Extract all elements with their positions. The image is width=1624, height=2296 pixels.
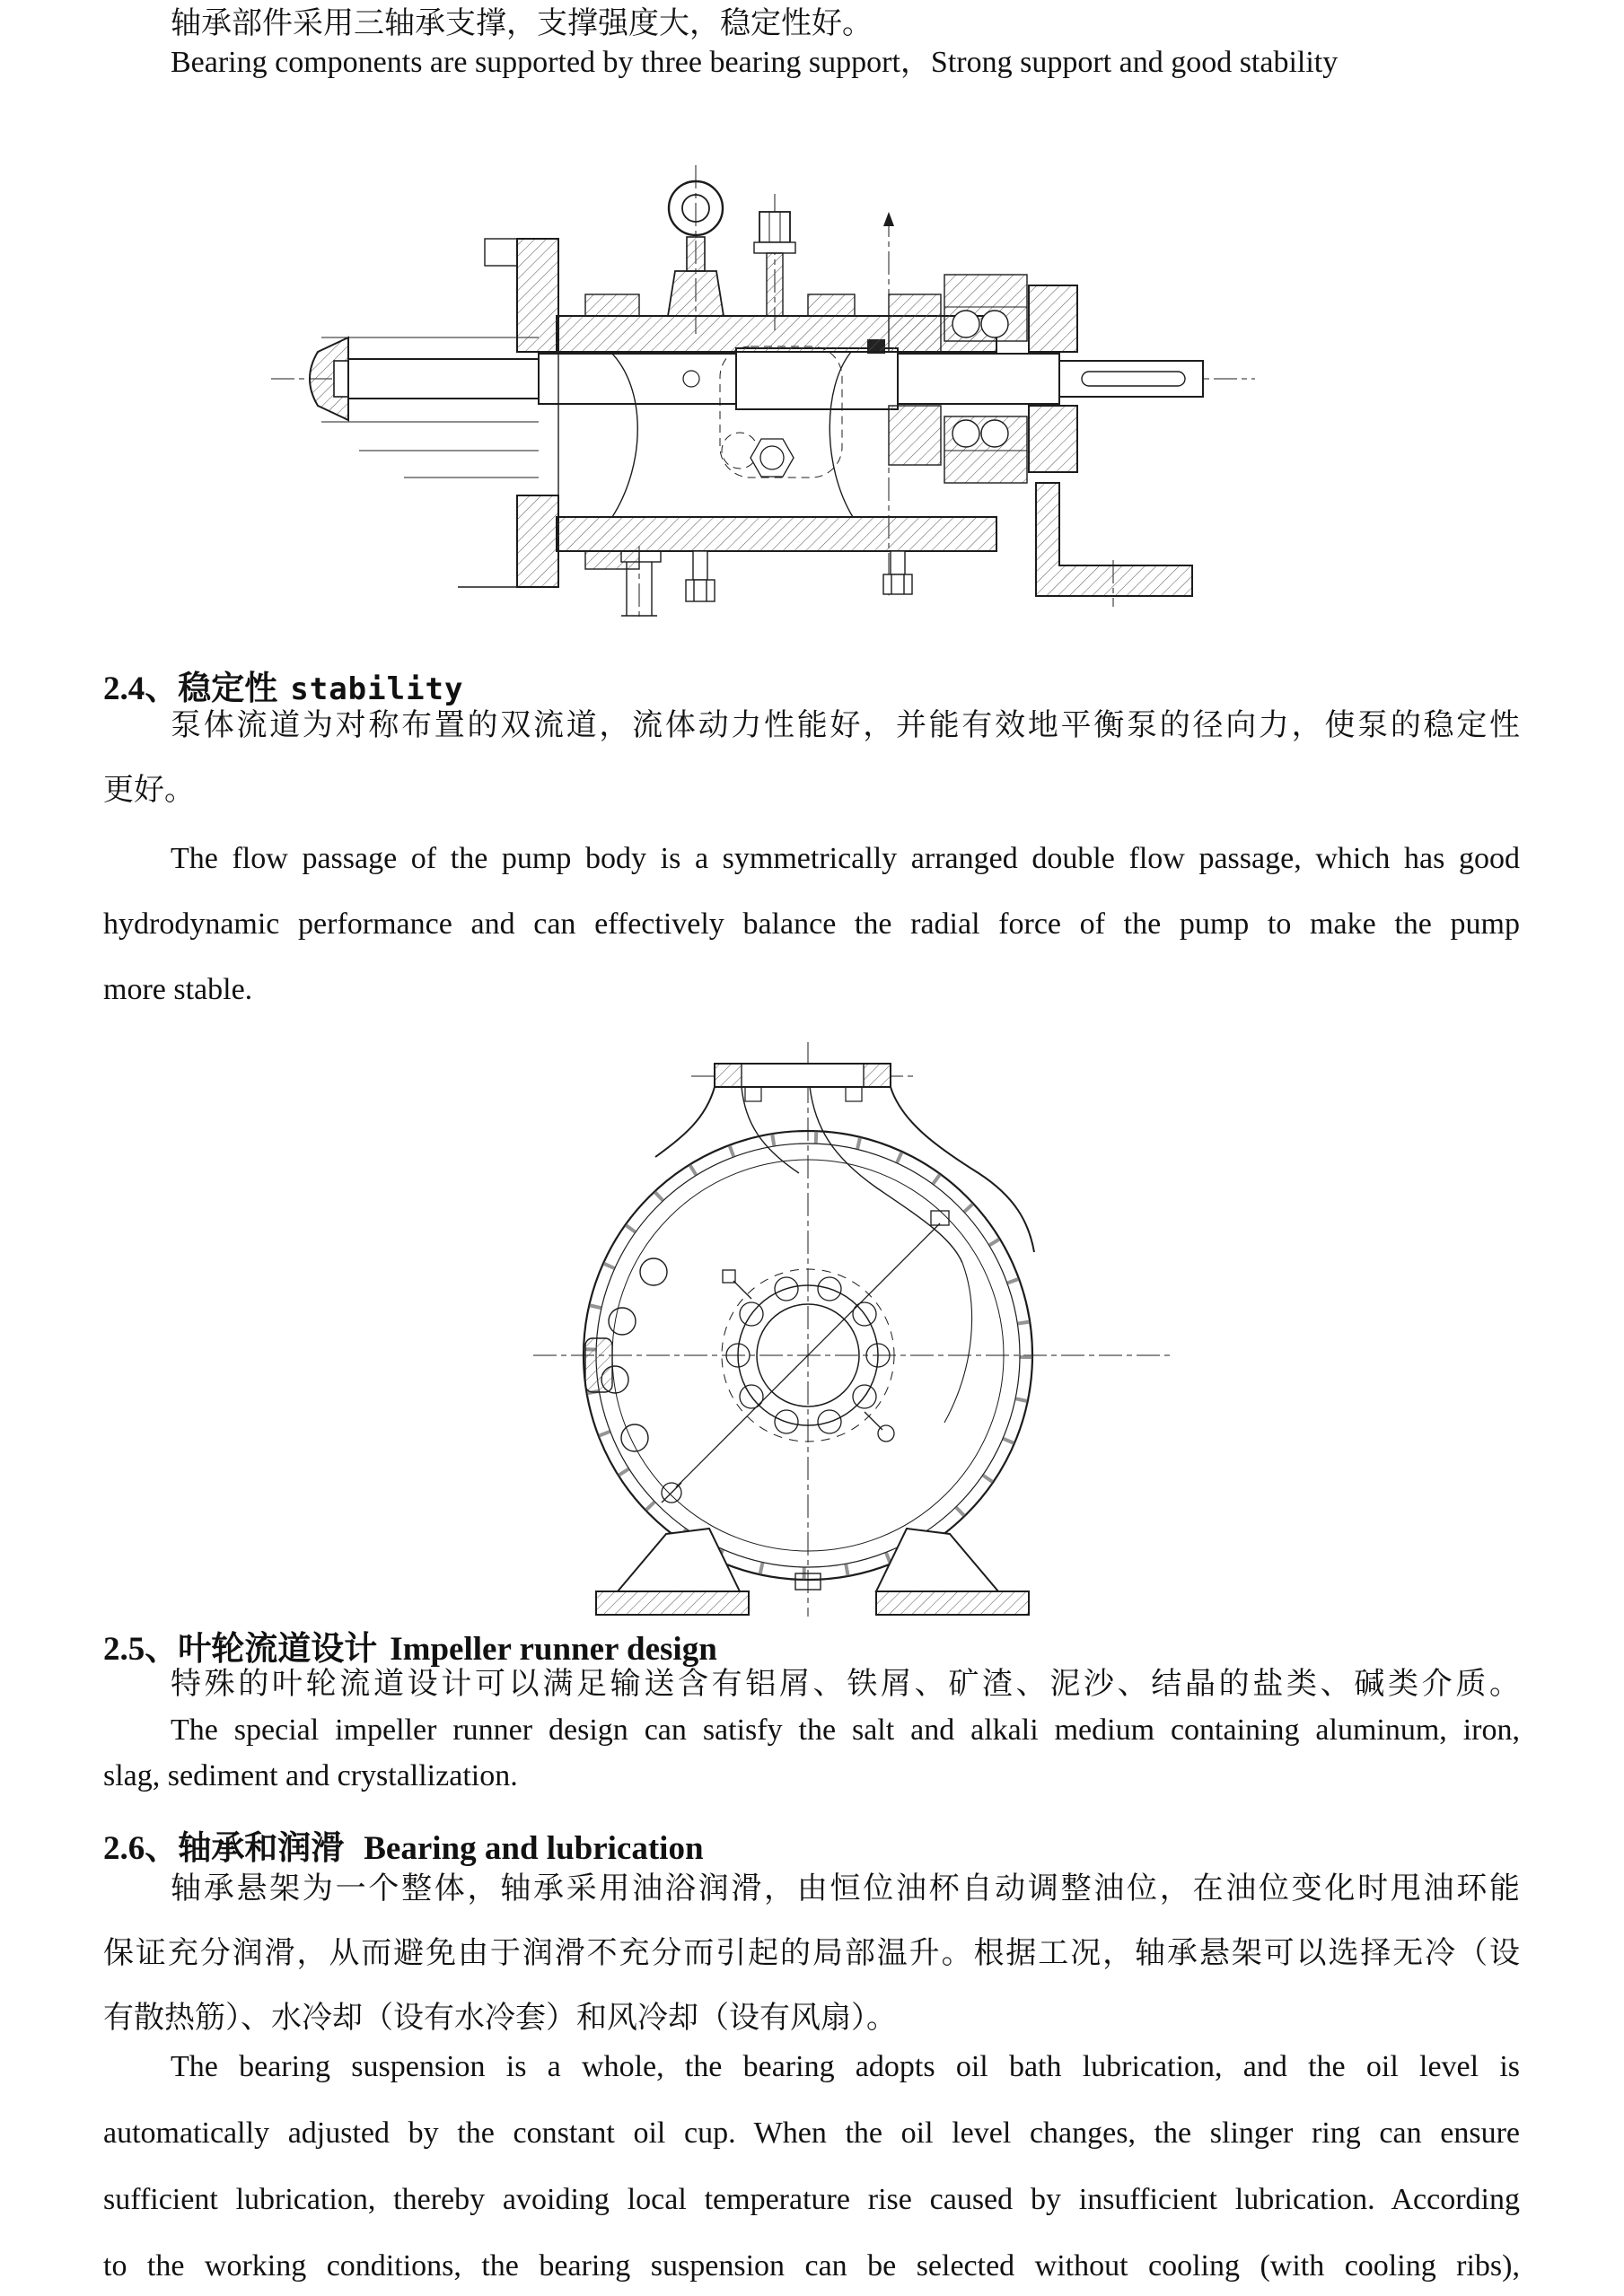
body-line: more stable. bbox=[103, 973, 253, 1006]
centerlines bbox=[533, 1042, 1172, 1617]
shaft-end-cap bbox=[310, 337, 350, 420]
section-title-zh: 轴承和润滑 bbox=[178, 1830, 345, 1867]
section-2-6-paragraph-zh bbox=[103, 1874, 1520, 2068]
section-title-en: Bearing and lubrication bbox=[364, 1830, 704, 1867]
body-line: hydrodynamic performance and can effectively balance the radial force of the pump to make the pump bbox=[103, 907, 1520, 941]
section-2-5-heading bbox=[103, 1621, 1520, 1669]
intro-line-zh: 轴承部件采用三轴承支撑，支撑强度大，稳定性好。 bbox=[171, 7, 873, 40]
pump-cross-section-drawing bbox=[269, 162, 1257, 619]
body-line: The flow passage of the pump body is a symmetrically arranged double flow passage, which has good bbox=[171, 842, 1520, 875]
oil-plug-hex bbox=[751, 439, 794, 477]
body-line: 保证充分润滑，从而避免由于润滑不充分而引起的局部温升。根据工况，轴承悬架可以选择无冷（设 bbox=[103, 1937, 1520, 1970]
body-line: 特殊的叶轮流道设计可以满足输送含有铝屑、铁屑、矿渣、泥沙、结晶的盐类、碱类介质。 bbox=[171, 1668, 1520, 1701]
body-line: The bearing suspension is a whole, the bearing adopts oil bath lubrication, and the oil level is bbox=[171, 2050, 1520, 2083]
section-2-4-heading bbox=[103, 661, 1520, 709]
section-title-zh: 叶轮流道设计 bbox=[178, 1631, 378, 1668]
section-2-6-paragraph-en bbox=[103, 2052, 1520, 2296]
support-bracket bbox=[1036, 483, 1192, 596]
body-line: sufficient lubrication, thereby avoiding local temperature rise caused by insufficient lubrication. According bbox=[103, 2183, 1520, 2216]
intro-line-en: Bearing components are supported by three bearing support，Strong support and good stability bbox=[171, 46, 1339, 79]
figure-pump-bearing-cross-section bbox=[269, 162, 1257, 619]
section-2-6-heading bbox=[103, 1820, 1520, 1869]
figure-pump-casing-front-view bbox=[530, 1037, 1176, 1620]
section-2-5-paragraphs bbox=[103, 1669, 1520, 1807]
body-line: The special impeller runner design can satisfy the salt and alkali medium containing aluminum, iron, bbox=[171, 1713, 1520, 1747]
casing-feet bbox=[596, 1529, 1029, 1615]
body-line: automatically adjusted by the constant oil cup. When the oil level changes, the slinger ring can ensure bbox=[103, 2116, 1520, 2150]
section-2-4-paragraph-zh bbox=[103, 711, 1520, 840]
body-line: to the working conditions, the bearing suspension can be selected without cooling (with cooling ribs), bbox=[103, 2249, 1520, 2283]
section-number: 2.6、 bbox=[103, 1830, 179, 1867]
lifting-eyebolt bbox=[668, 181, 724, 316]
filler-plug bbox=[754, 212, 795, 316]
pump-casing-drawing bbox=[530, 1037, 1176, 1620]
body-line: 泵体流道为对称布置的双流道，流体动力性能好，并能有效地平衡泵的径向力，使泵的稳定性 bbox=[171, 709, 1520, 742]
section-number: 2.5、 bbox=[103, 1631, 179, 1668]
section-2-4-paragraph-en bbox=[103, 844, 1520, 1040]
body-line: 轴承悬架为一个整体，轴承采用油浴润滑，由恒位油杯自动调整油位，在油位变化时甩油环能 bbox=[171, 1872, 1520, 1906]
bearing-housing bbox=[458, 239, 996, 587]
suction-flange bbox=[655, 1064, 1034, 1423]
diagonal-stud-line bbox=[662, 1211, 949, 1503]
bottom-plug-bolts bbox=[686, 551, 912, 601]
intro-paragraph bbox=[103, 9, 1520, 86]
section-number: 2.4、 bbox=[103, 670, 179, 707]
section-title-en: stability bbox=[290, 671, 464, 707]
body-line: 有散热筋）、水冷却（设有水冷套）和风冷却（设有风扇）。 bbox=[103, 2002, 897, 2035]
section-title-zh: 稳定性 bbox=[178, 670, 278, 707]
body-line: slag, sediment and crystallization. bbox=[103, 1759, 518, 1792]
body-line: 更好。 bbox=[103, 774, 195, 807]
section-title-en: Impeller runner design bbox=[390, 1631, 717, 1668]
